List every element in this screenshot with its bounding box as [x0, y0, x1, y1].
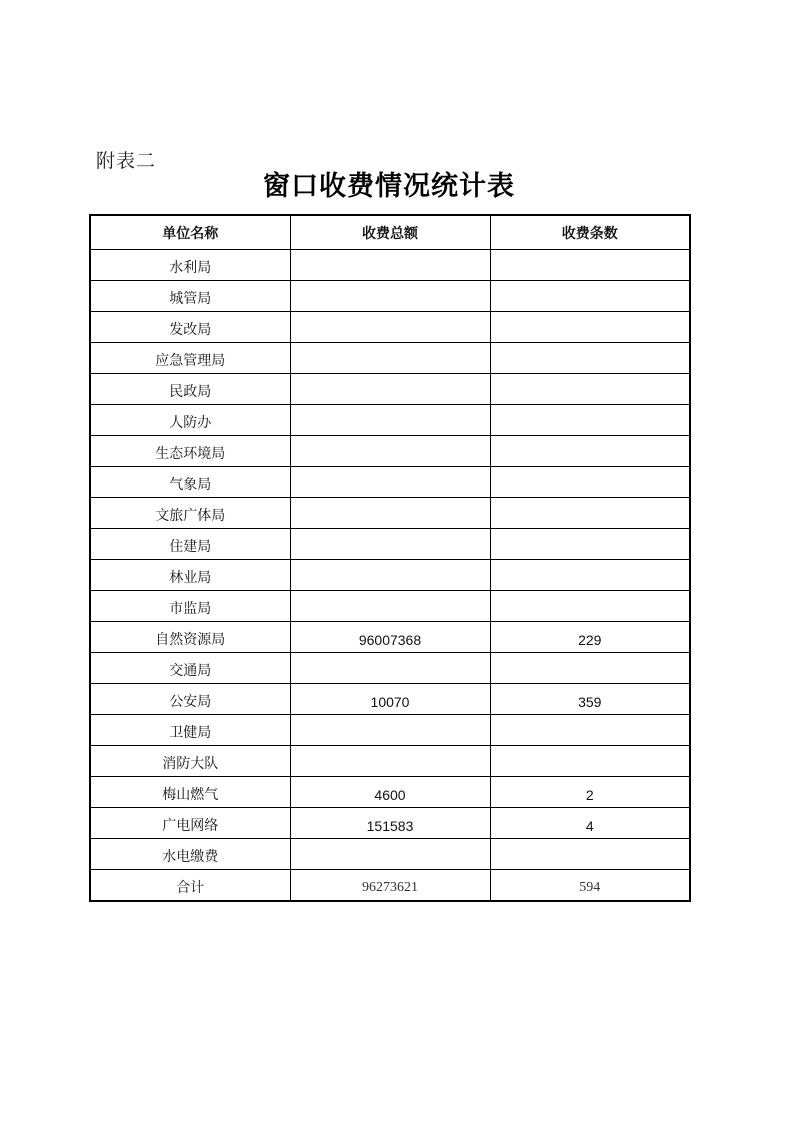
fee-count-cell: [490, 374, 690, 405]
unit-name-cell: 水电缴费: [90, 839, 290, 870]
appendix-label: 附表二: [96, 150, 157, 172]
fee-count-cell: 359: [490, 684, 690, 715]
fee-total-cell: [290, 312, 490, 343]
unit-name-cell: 应急管理局: [90, 343, 290, 374]
table-row: [90, 498, 690, 529]
fee-count-cell: [490, 560, 690, 591]
table-row: [90, 684, 690, 715]
fee-count-cell: [490, 839, 690, 870]
unit-name-cell: 民政局: [90, 374, 290, 405]
fee-count-cell: [490, 312, 690, 343]
fee-total-cell: 151583: [290, 808, 490, 839]
header-fee-total: 收费总额: [290, 215, 490, 250]
fee-count-cell: [490, 715, 690, 746]
table-row: [90, 467, 690, 498]
fee-total-cell: [290, 374, 490, 405]
fee-total-cell: [290, 250, 490, 281]
fee-count-cell: [490, 467, 690, 498]
fee-count-cell: [490, 281, 690, 312]
fee-total-cell: [290, 591, 490, 622]
fee-count-cell: 2: [490, 777, 690, 808]
fee-total-cell: [290, 436, 490, 467]
unit-name-cell: 消防大队: [90, 746, 290, 777]
table-row: [90, 622, 690, 653]
fee-count-cell: [490, 653, 690, 684]
fee-total-cell: [290, 746, 490, 777]
unit-name-cell: 文旅广体局: [90, 498, 290, 529]
fee-count-cell: [490, 529, 690, 560]
unit-name-cell: 住建局: [90, 529, 290, 560]
total-row: [90, 870, 690, 901]
fee-count-cell: [490, 746, 690, 777]
fee-total-cell: [290, 281, 490, 312]
table-row: [90, 715, 690, 746]
fee-total-cell: [290, 653, 490, 684]
fee-statistics-table: [89, 214, 691, 902]
header-fee-count: 收费条数: [490, 215, 690, 250]
table-row: [90, 312, 690, 343]
unit-name-cell: 城管局: [90, 281, 290, 312]
unit-name-cell: 人防办: [90, 405, 290, 436]
table-row: [90, 777, 690, 808]
table-row: [90, 405, 690, 436]
fee-total-cell: [290, 405, 490, 436]
fee-total-cell: [290, 839, 490, 870]
unit-name-cell: 发改局: [90, 312, 290, 343]
table-row: [90, 436, 690, 467]
unit-name-cell: 水利局: [90, 250, 290, 281]
fee-total-cell: [290, 715, 490, 746]
fee-total-cell: [290, 467, 490, 498]
fee-count-cell: 229: [490, 622, 690, 653]
table-row: [90, 281, 690, 312]
table-row: [90, 653, 690, 684]
fee-total-cell: [290, 529, 490, 560]
unit-name-cell: 生态环境局: [90, 436, 290, 467]
fee-count-cell: [490, 498, 690, 529]
unit-name-cell: 交通局: [90, 653, 290, 684]
unit-name-cell: 气象局: [90, 467, 290, 498]
unit-name-cell: 市监局: [90, 591, 290, 622]
unit-name-cell: 公安局: [90, 684, 290, 715]
fee-count-cell: [490, 343, 690, 374]
fee-total-cell: 10070: [290, 684, 490, 715]
table-row: [90, 529, 690, 560]
fee-total-cell: 96007368: [290, 622, 490, 653]
table-row: [90, 839, 690, 870]
fee-count-cell: [490, 405, 690, 436]
header-unit-name: 单位名称: [90, 215, 290, 250]
table-header: [90, 215, 690, 250]
unit-name-cell: 卫健局: [90, 715, 290, 746]
fee-count-cell: [490, 436, 690, 467]
unit-name-cell: 广电网络: [90, 808, 290, 839]
table-row: [90, 343, 690, 374]
table-row: [90, 374, 690, 405]
unit-name-cell: 梅山燃气: [90, 777, 290, 808]
document-title: 窗口收费情况统计表: [263, 171, 515, 202]
fee-count-cell: [490, 250, 690, 281]
fee-total-cell: 96273621: [290, 870, 490, 901]
table-row: [90, 250, 690, 281]
fee-total-cell: 4600: [290, 777, 490, 808]
header-row: [90, 215, 690, 250]
fee-total-cell: [290, 498, 490, 529]
fee-count-cell: 594: [490, 870, 690, 901]
fee-count-cell: [490, 591, 690, 622]
unit-name-cell: 林业局: [90, 560, 290, 591]
table-row: [90, 560, 690, 591]
fee-total-cell: [290, 560, 490, 591]
unit-name-cell: 自然资源局: [90, 622, 290, 653]
table-row: [90, 808, 690, 839]
fee-total-cell: [290, 343, 490, 374]
table-row: [90, 591, 690, 622]
unit-name-cell: 合计: [90, 870, 290, 901]
table-row: [90, 746, 690, 777]
fee-count-cell: 4: [490, 808, 690, 839]
table-body: [90, 250, 690, 901]
